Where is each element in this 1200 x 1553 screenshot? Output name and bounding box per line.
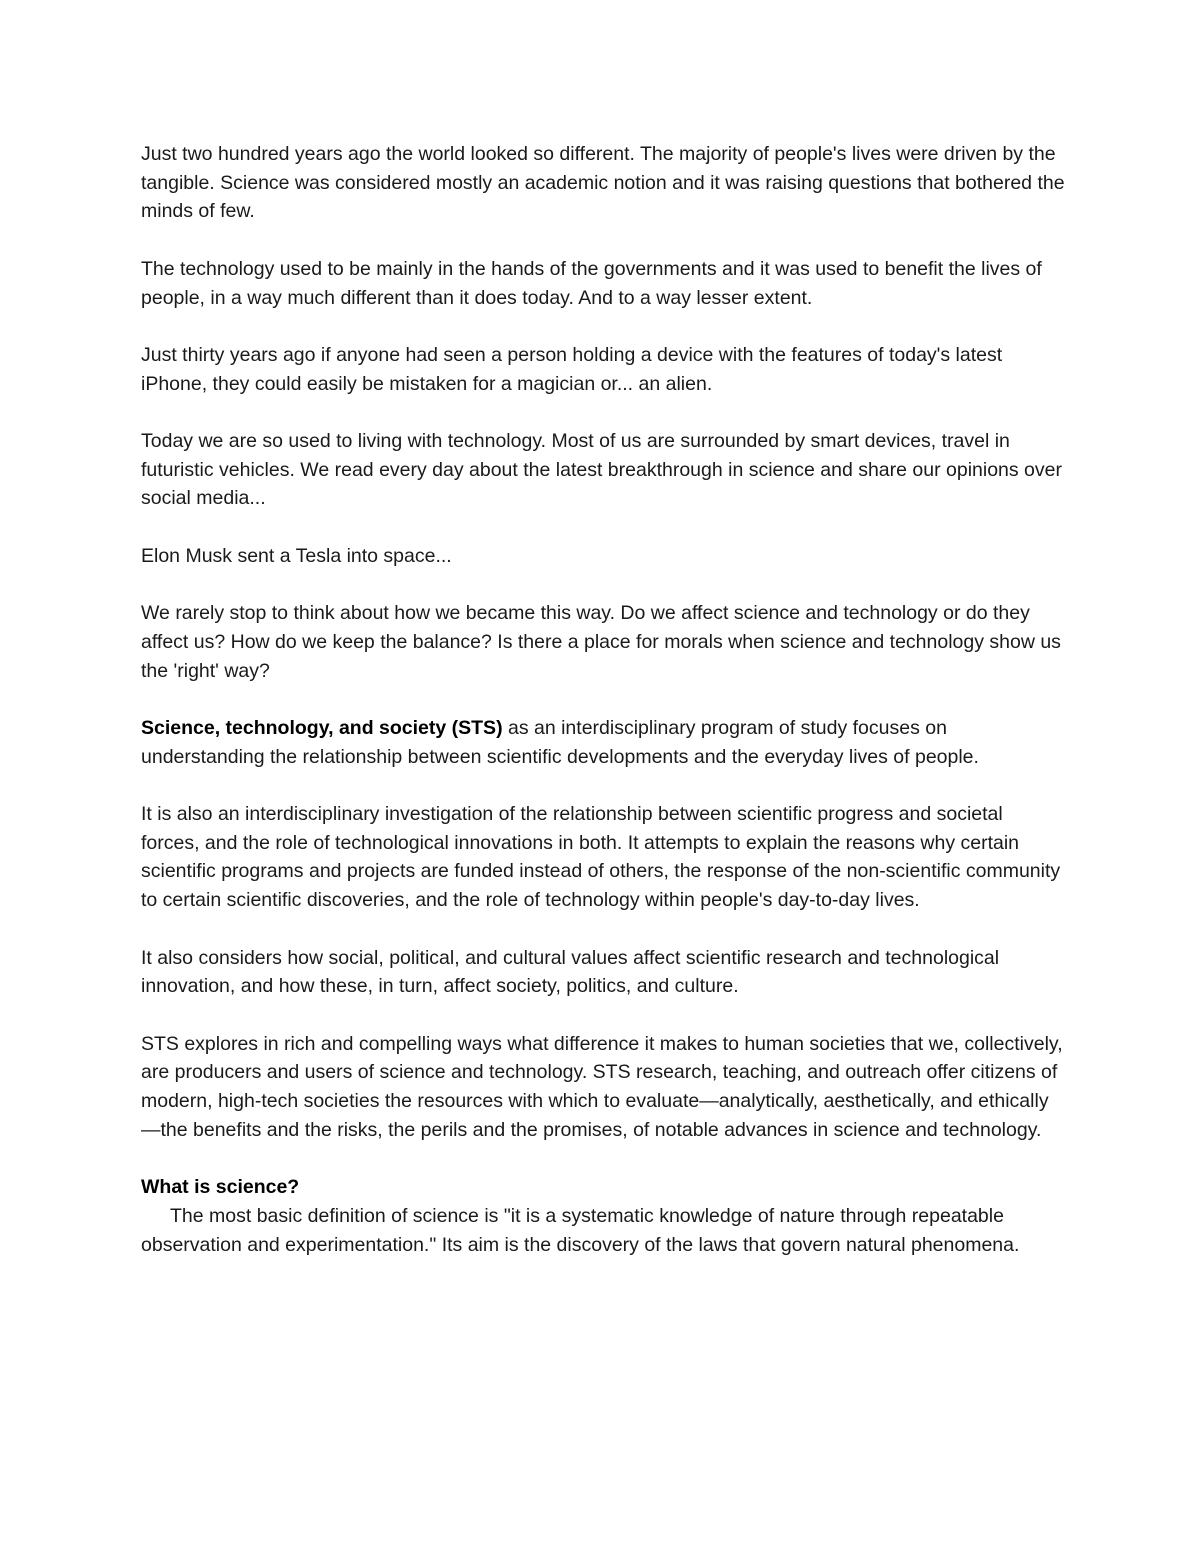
heading-what-is-science: What is science? xyxy=(141,1176,300,1199)
paragraph-science-definition: The most basic definition of science is "it is a systematic knowledge of nature through repeatable observation and experimentation." Its aim is the discovery of the laws that govern natural phenomena. xyxy=(141,1204,1020,1256)
paragraph-rarely-stop: We rarely stop to think about how we became this way. Do we affect science and technology or do they affect us? How do we keep the balance? Is there a place for morals when science and technology show us the 'right' way? xyxy=(141,602,1061,682)
sts-term: Science, technology, and society (STS) xyxy=(141,716,503,739)
paragraph-interdisciplinary-investigation: It is also an interdisciplinary investigation of the relationship between scientific progress and societal forces, and the role of technological innovations in both. It attempts to explain the reasons why certain scientific programs and projects are funded instead of others, the response of the non-scientific community to certain scientific discoveries, and the role of technology within people's day-to-day lives. xyxy=(141,803,1061,912)
paragraph-sts-explores: STS explores in rich and compelling ways what difference it makes to human societies that we, collectively, are producers and users of science and technology. STS research, teaching, and outreach offer citizens of modern, high-tech societies the resources with which to evaluate—analytically, aesthetically, and ethically—the benefits and the risks, the perils and the promises, of notable advances in science and technology. xyxy=(141,1032,1063,1141)
paragraph-elon-musk: Elon Musk sent a Tesla into space... xyxy=(141,544,452,567)
paragraph-thirty-years: Just thirty years ago if anyone had seen a person holding a device with the features of today's latest iPhone, they could easily be mistaken for a magician or... an alien. xyxy=(141,343,1003,395)
paragraph-two-hundred-years: Just two hundred years ago the world looked so different. The majority of people's lives were driven by the tangible. Science was considered mostly an academic notion and it was raising questions that bothered the minds of few. xyxy=(141,143,1065,223)
paragraph-technology-governments: The technology used to be mainly in the hands of the governments and it was used to benefit the lives of people, in a way much different than it does today. And to a way lesser extent. xyxy=(141,257,1042,309)
document-page xyxy=(141,140,1066,1259)
paragraph-social-values: It also considers how social, political, and cultural values affect scientific research and technological innovation, and how these, in turn, affect society, politics, and culture. xyxy=(141,946,1000,998)
sts-definition-text: as an interdisciplinary program of study focuses on understanding the relationship between scientific developments and the everyday lives of people. xyxy=(141,716,979,768)
paragraph-living-with-technology: Today we are so used to living with technology. Most of us are surrounded by smart devices, travel in futuristic vehicles. We read every day about the latest breakthrough in science and share our opinions over social media... xyxy=(141,429,1062,510)
paragraph-sts-definition xyxy=(141,714,1066,771)
